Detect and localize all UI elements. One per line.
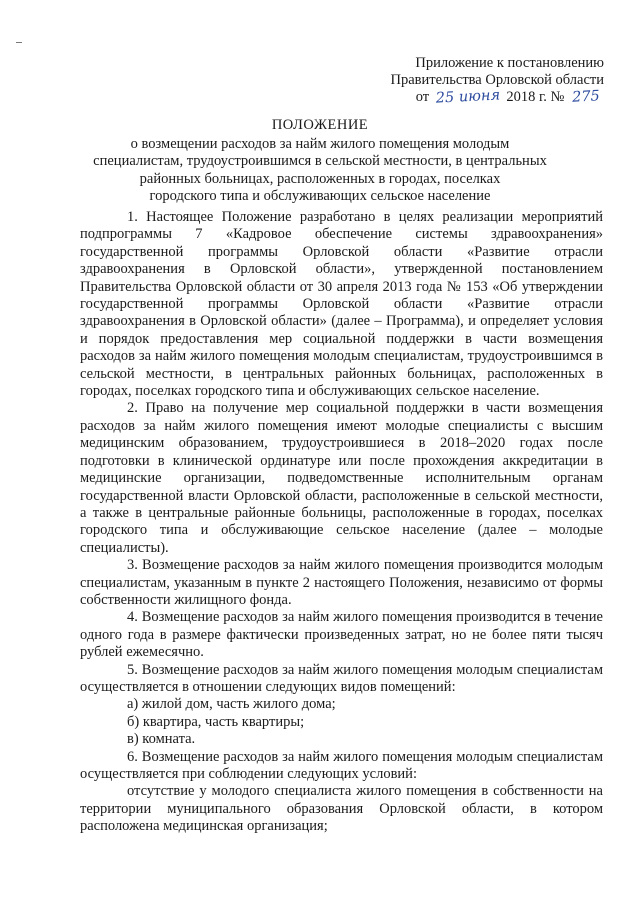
header-year: 2018 г. № — [506, 89, 565, 105]
paragraph-4: 4. Возмещение расходов за найм жилого помещения производится в течение одного года в размере фактически произведенных затрат, но не более пяти тысяч рублей ежемесячно. — [80, 609, 603, 661]
paragraph-5: 5. Возмещение расходов за найм жилого помещения молодым специалистам осуществляется в отношении следующих видов помещений: — [80, 661, 603, 695]
header-prefix: от — [415, 89, 430, 105]
header-line-1: Приложение к постановлению — [415, 55, 604, 71]
appendix-header — [389, 55, 604, 106]
paragraph-1: 1. Настоящее Положение разработано в целях реализации мероприятий подпрограммы 7 «Кадровое обеспечение системы здравоохранения» государственной программы Орловской области «Развитие отрасли здравоохранения в Орловской области», утвержденной постановлением Правительства Орловской области от 30 апреля 2013 года № 153 «Об утверждении государственной программы Орловской области «Развитие отрасли здравоохранения в Орловской области» (далее – Программа), и определяет условия и порядок предоставления мер социальной поддержки в части возмещения расходов за найм жилого помещения молодым специалистам, трудоустроившимся в сельской местности, в центральных районных больницах, расположенных в городах, поселках городского типа и обслуживающих сельское население. — [80, 209, 603, 400]
paragraph-3: 3. Возмещение расходов за найм жилого помещения производится молодым специалистам, указанным в пункте 2 настоящего Положения, независимо от формы собственности жилищного фонда. — [80, 557, 603, 608]
handwritten-date: 25 июня — [435, 87, 501, 107]
title-line-4: городского типа и обслуживающих сельское население — [149, 188, 491, 204]
header-line-2: Правительства Орловской области — [390, 72, 604, 88]
title-heading: ПОЛОЖЕНИЕ — [271, 117, 369, 133]
list-item-a: а) жилой дом, часть жилого дома; — [127, 696, 336, 713]
paragraph-2: 2. Право на получение мер социальной поддержки в части возмещения расходов за найм жилого помещения имеют молодые специалисты с высшим медицинским образованием, трудоустроившиеся в 2018–2020 годах после подготовки в клинической ординатуре или после прохождения аккредитации в медицинские организации, подведомственные исполнительным органам государственной власти Орловской области, расположенные в сельской местности, а также в центральные районные больницы, расположенные в городах, поселках городского типа и обслуживающие сельское население (далее – молодые специалисты). — [80, 400, 603, 556]
title-line-2: специалистам, трудоустроившимся в сельской местности, в центральных — [93, 153, 547, 169]
scan-mark — [16, 42, 22, 43]
title-line-1: о возмещении расходов за найм жилого помещения молодым — [130, 135, 510, 152]
header-line-3 — [389, 89, 604, 106]
title-line-3: районных больницах, расположенных в городах, поселках — [139, 170, 501, 187]
list-item-c: в) комната. — [127, 731, 196, 748]
list-item-b: б) квартира, часть квартиры; — [127, 713, 305, 730]
condition-1: отсутствие у молодого специалиста жилого помещения в собственности на территории муниципального образования Орловской области, в котором расположена медицинская организация; — [80, 783, 603, 835]
paragraph-6: 6. Возмещение расходов за найм жилого помещения молодым специалистам осуществляется при соблюдении следующих условий: — [80, 748, 603, 782]
document-body — [80, 209, 603, 836]
document-title — [80, 117, 560, 206]
handwritten-number: 275 — [571, 88, 601, 106]
